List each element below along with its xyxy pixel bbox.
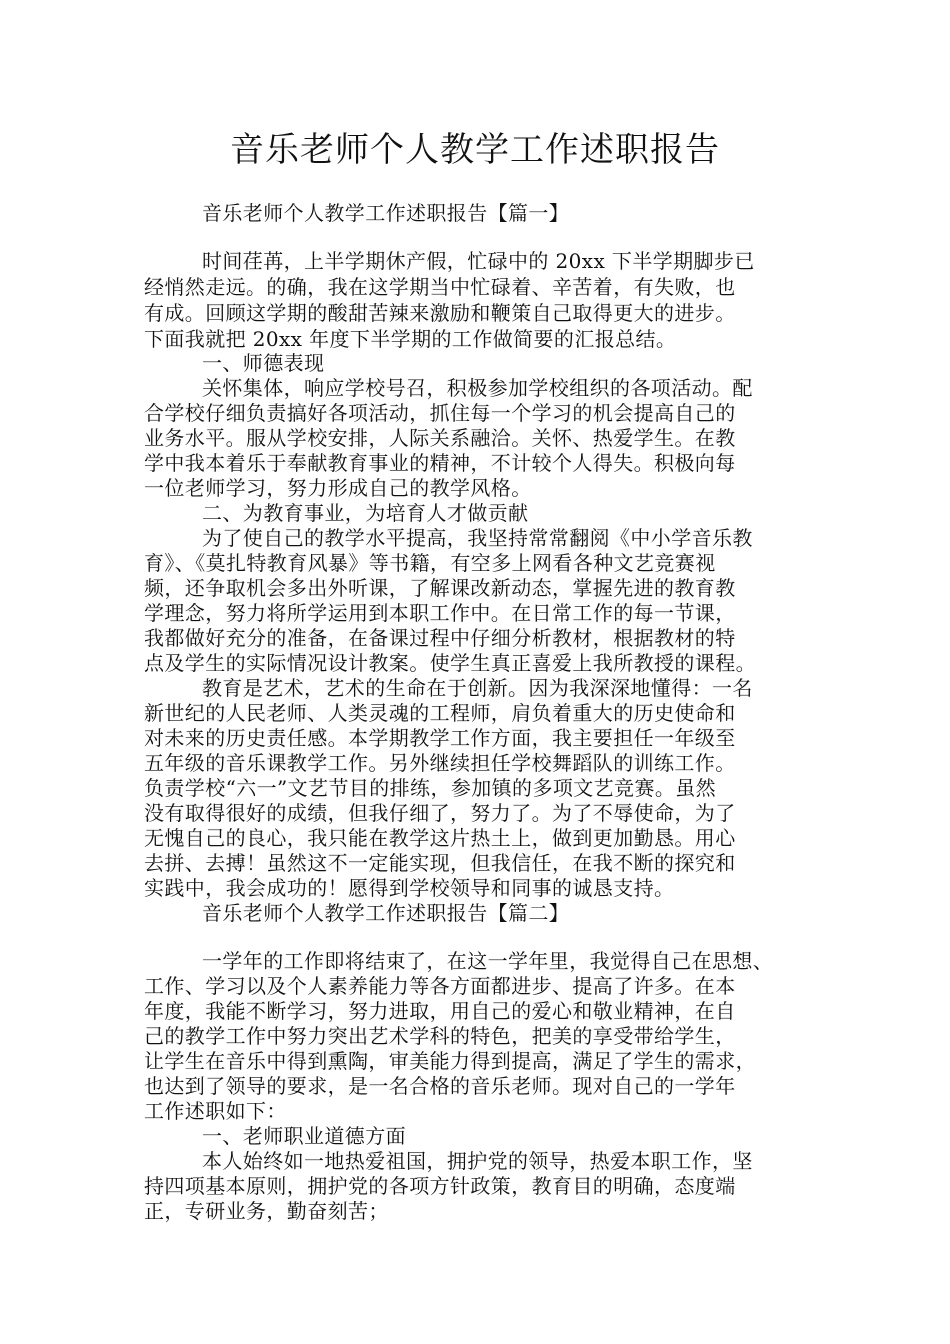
- paragraph-line: 教育是艺术，艺术的生命在于创新。因为我深深地懂得：一名: [202, 676, 753, 700]
- paragraph-line: 经悄然走远。的确，我在这学期当中忙碌着、辛苦着，有失败，也: [144, 275, 736, 299]
- paragraph-line: 让学生在音乐中得到熏陶，审美能力得到提高，满足了学生的需求，: [144, 1049, 756, 1073]
- paragraph-line: 为了使自己的教学水平提高，我坚持常常翻阅《中小学音乐教: [202, 526, 753, 550]
- paragraph-line: 育》、《莫扎特教育风暴》等书籍，有空多上网看各种文艺竞赛视: [144, 551, 716, 575]
- paragraph-line: 有成。回顾这学期的酸甜苦辣来激励和鞭策自己取得更大的进步。: [144, 301, 736, 325]
- subheading: 二、为教育事业，为培育人才做贡献: [202, 501, 529, 525]
- paragraph-line: 五年级的音乐课教学工作。另外继续担任学校舞蹈队的训练工作。: [144, 751, 736, 775]
- paragraph-line: 己的教学工作中努力突出艺术学科的特色，把美的享受带给学生，: [144, 1024, 736, 1048]
- paragraph-line: 负责学校“六一”文艺节目的排练，参加镇的多项文艺竞赛。虽然: [144, 776, 717, 800]
- paragraph-line: 实践中，我会成功的！愿得到学校领导和同事的诚恳支持。: [144, 876, 675, 900]
- paragraph-line: 业务水平。服从学校安排，人际关系融洽。关怀、热爱学生。在教: [144, 426, 736, 450]
- paragraph-line: 点及学生的实际情况设计教案。使学生真正喜爱上我所教授的课程。: [144, 651, 756, 675]
- paragraph-line: 学理念，努力将所学运用到本职工作中。在日常工作的每一节课，: [144, 601, 736, 625]
- paragraph-line: 学中我本着乐于奉献教育事业的精神，不计较个人得失。积极向每: [144, 451, 736, 475]
- paragraph-line: 去拼、去搏！虽然这不一定能实现，但我信任，在我不断的探究和: [144, 851, 736, 875]
- paragraph-line: 一学年的工作即将结束了，在这一学年里，我觉得自己在思想、: [202, 949, 774, 973]
- paragraph-line: 本人始终如一地热爱祖国，拥护党的领导，热爱本职工作，坚: [202, 1149, 753, 1173]
- paragraph-line: 合学校仔细负责搞好各项活动，抓住每一个学习的机会提高自己的: [144, 401, 736, 425]
- paragraph-line: 对未来的历史责任感。本学期教学工作方面，我主要担任一年级至: [144, 726, 736, 750]
- subheading: 一、老师职业道德方面: [202, 1124, 406, 1148]
- paragraph-line: 我都做好充分的准备，在备课过程中仔细分析教材，根据教材的特: [144, 626, 736, 650]
- paragraph-line: 持四项基本原则，拥护党的各项方针政策，教育目的明确，态度端: [144, 1174, 736, 1198]
- paragraph-line: 正，专研业务，勤奋刻苦；: [144, 1199, 389, 1223]
- paragraph-line: 无愧自己的良心，我只能在教学这片热土上，做到更加勤恳。用心: [144, 826, 736, 850]
- paragraph-line: 也达到了领导的要求，是一名合格的音乐老师。现对自己的一学年: [144, 1074, 736, 1098]
- paragraph-line: 一位老师学习，努力形成自己的教学风格。: [144, 476, 532, 500]
- section-heading-1: 音乐老师个人教学工作述职报告【篇一】: [202, 201, 570, 225]
- paragraph-line: 关怀集体，响应学校号召，积极参加学校组织的各项活动。配: [202, 376, 753, 400]
- paragraph-line: 年度，我能不断学习，努力进取，用自己的爱心和敬业精神，在自: [144, 999, 736, 1023]
- paragraph-line: 工作、学习以及个人素养能力等各方面都进步、提高了许多。在本: [144, 974, 736, 998]
- paragraph-line: 时间荏苒，上半学期休产假，忙碌中的 20xx 下半学期脚步已: [202, 249, 755, 273]
- paragraph-line: 新世纪的人民老师、人类灵魂的工程师，肩负着重大的历史使命和: [144, 701, 736, 725]
- paragraph-line: 下面我就把 20xx 年度下半学期的工作做简要的汇报总结。: [144, 327, 677, 351]
- subheading: 一、师德表现: [202, 351, 325, 375]
- paragraph-line: 没有取得很好的成绩，但我仔细了，努力了。为了不辱使命，为了: [144, 801, 736, 825]
- paragraph-line: 工作述职如下：: [144, 1099, 287, 1123]
- document-title: 音乐老师个人教学工作述职报告: [230, 130, 720, 170]
- paragraph-line: 频，还争取机会多出外听课，了解课改新动态，掌握先进的教育教: [144, 576, 736, 600]
- section-heading-2: 音乐老师个人教学工作述职报告【篇二】: [202, 901, 570, 925]
